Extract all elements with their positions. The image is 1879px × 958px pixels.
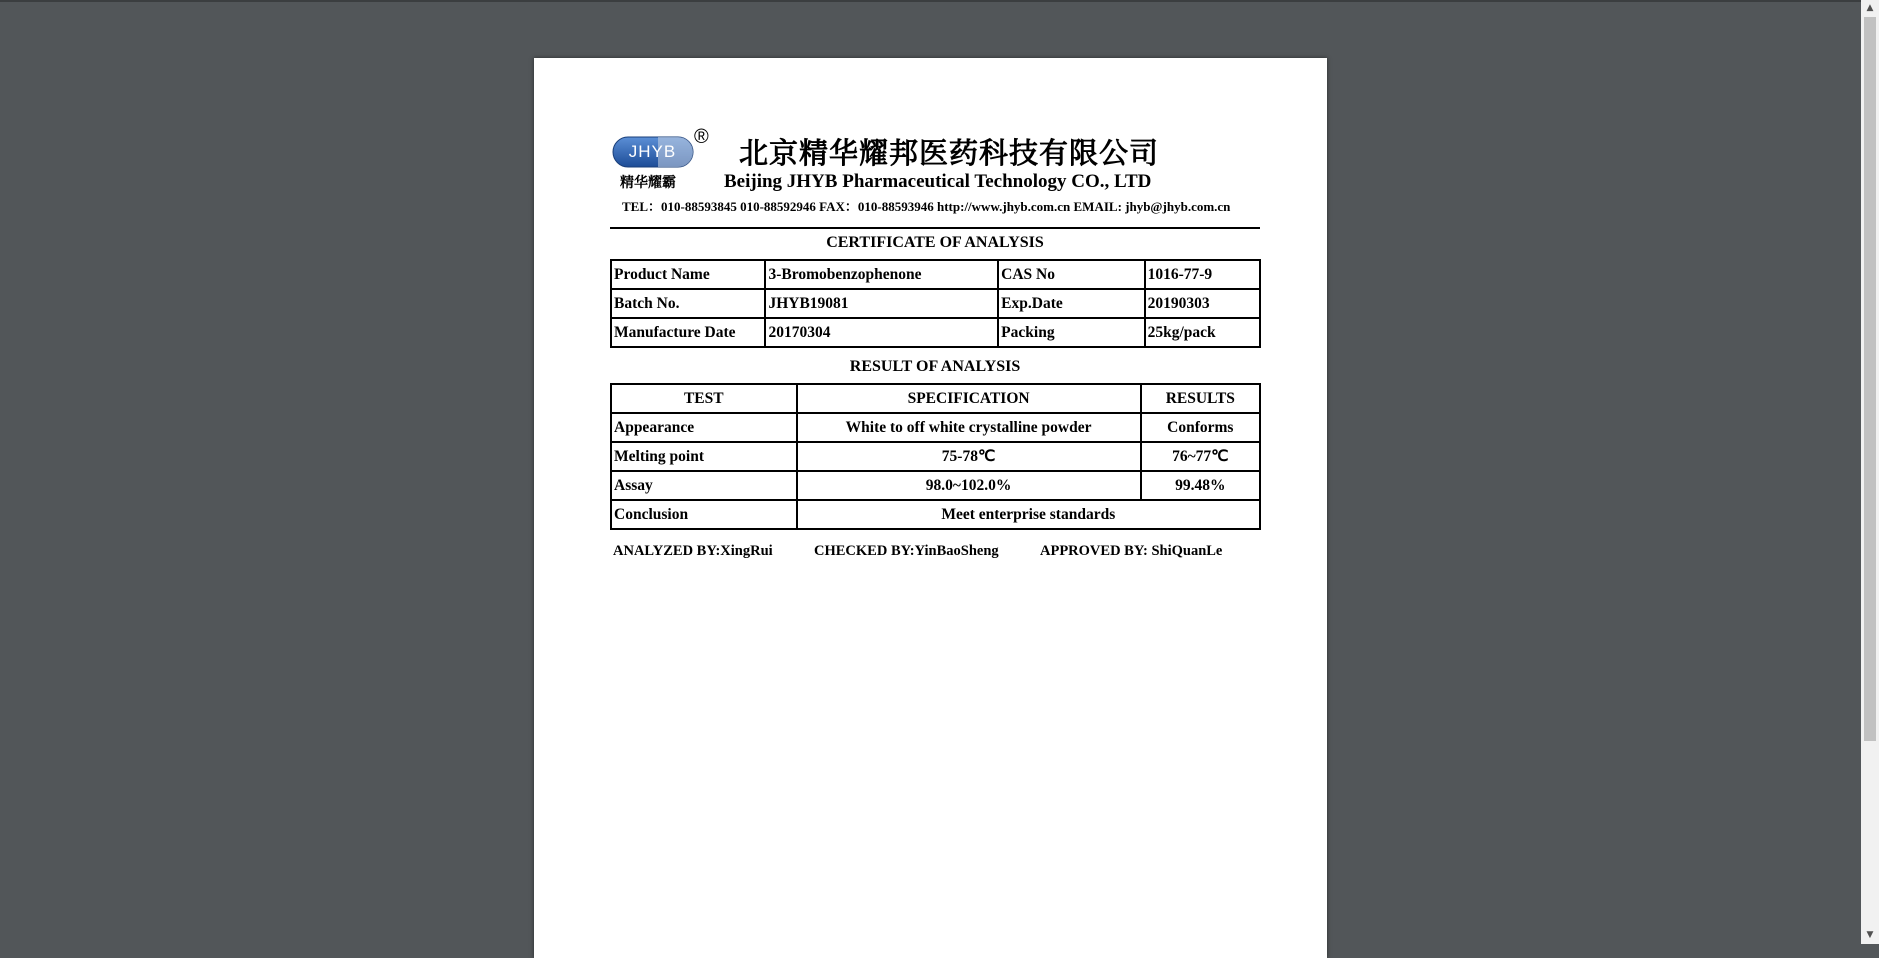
logo-chinese-name: 精华耀霸 (620, 175, 676, 191)
table-row (611, 289, 1260, 318)
exp-date-label: Exp.Date (998, 289, 1144, 318)
table-row (611, 413, 1260, 442)
table-row (611, 318, 1260, 347)
vertical-scrollbar[interactable] (1861, 0, 1879, 944)
test-name: Melting point (611, 442, 797, 471)
header-specification: SPECIFICATION (797, 384, 1141, 413)
test-specification: 75-78℃ (797, 442, 1141, 471)
document-page (534, 58, 1327, 958)
results-table (610, 383, 1261, 530)
registered-mark: ® (694, 126, 709, 148)
packing-value: 25kg/pack (1145, 318, 1260, 347)
test-result: 76~77℃ (1141, 442, 1260, 471)
certificate-title: CERTIFICATE OF ANALYSIS (826, 234, 1044, 251)
table-row (611, 442, 1260, 471)
table-row (611, 260, 1260, 289)
approved-by: APPROVED BY: ShiQuanLe (1040, 543, 1223, 559)
test-specification: 98.0~102.0% (797, 471, 1141, 500)
logo-text: JHYB (628, 142, 677, 161)
scroll-thumb[interactable] (1864, 17, 1876, 741)
test-result: 99.48% (1141, 471, 1260, 500)
scroll-down-arrow-icon[interactable]: ▼ (1866, 930, 1874, 940)
analyzed-by: ANALYZED BY:XingRui (613, 543, 773, 559)
manufacture-date-value: 20170304 (765, 318, 998, 347)
checked-by: CHECKED BY:YinBaoSheng (814, 543, 999, 559)
product-info-table (610, 259, 1261, 348)
test-result: Conforms (1141, 413, 1260, 442)
conclusion-value: Meet enterprise standards (797, 500, 1260, 529)
exp-date-value: 20190303 (1145, 289, 1260, 318)
conclusion-label: Conclusion (611, 500, 797, 529)
header-divider (610, 227, 1260, 229)
product-name-label: Product Name (611, 260, 765, 289)
manufacture-date-label: Manufacture Date (611, 318, 765, 347)
result-title: RESULT OF ANALYSIS (849, 358, 1021, 375)
company-name-chinese: 北京精华耀邦医药科技有限公司 (739, 136, 1160, 170)
scroll-up-arrow-icon[interactable]: ▲ (1866, 3, 1874, 13)
batch-no-value: JHYB19081 (765, 289, 998, 318)
cas-no-label: CAS No (998, 260, 1144, 289)
product-name-value: 3-Bromobenzophenone (765, 260, 998, 289)
header-results: RESULTS (1141, 384, 1260, 413)
viewer-top-border (0, 0, 1879, 2)
test-specification: White to off white crystalline powder (797, 413, 1141, 442)
contact-info: TEL：010-88593845 010-88592946 FAX：010-88593946 http://www.jhyb.com.cn EMAIL: jhyb@jhyb.com.cn (622, 199, 1231, 214)
batch-no-label: Batch No. (611, 289, 765, 318)
cas-no-value: 1016-77-9 (1145, 260, 1260, 289)
table-header-row (611, 384, 1260, 413)
test-name: Appearance (611, 413, 797, 442)
test-name: Assay (611, 471, 797, 500)
packing-label: Packing (998, 318, 1144, 347)
table-row (611, 471, 1260, 500)
company-name-english: Beijing JHYB Pharmaceutical Technology CO., LTD (724, 171, 1152, 192)
table-row (611, 500, 1260, 529)
header-test: TEST (611, 384, 797, 413)
company-logo (612, 126, 722, 200)
